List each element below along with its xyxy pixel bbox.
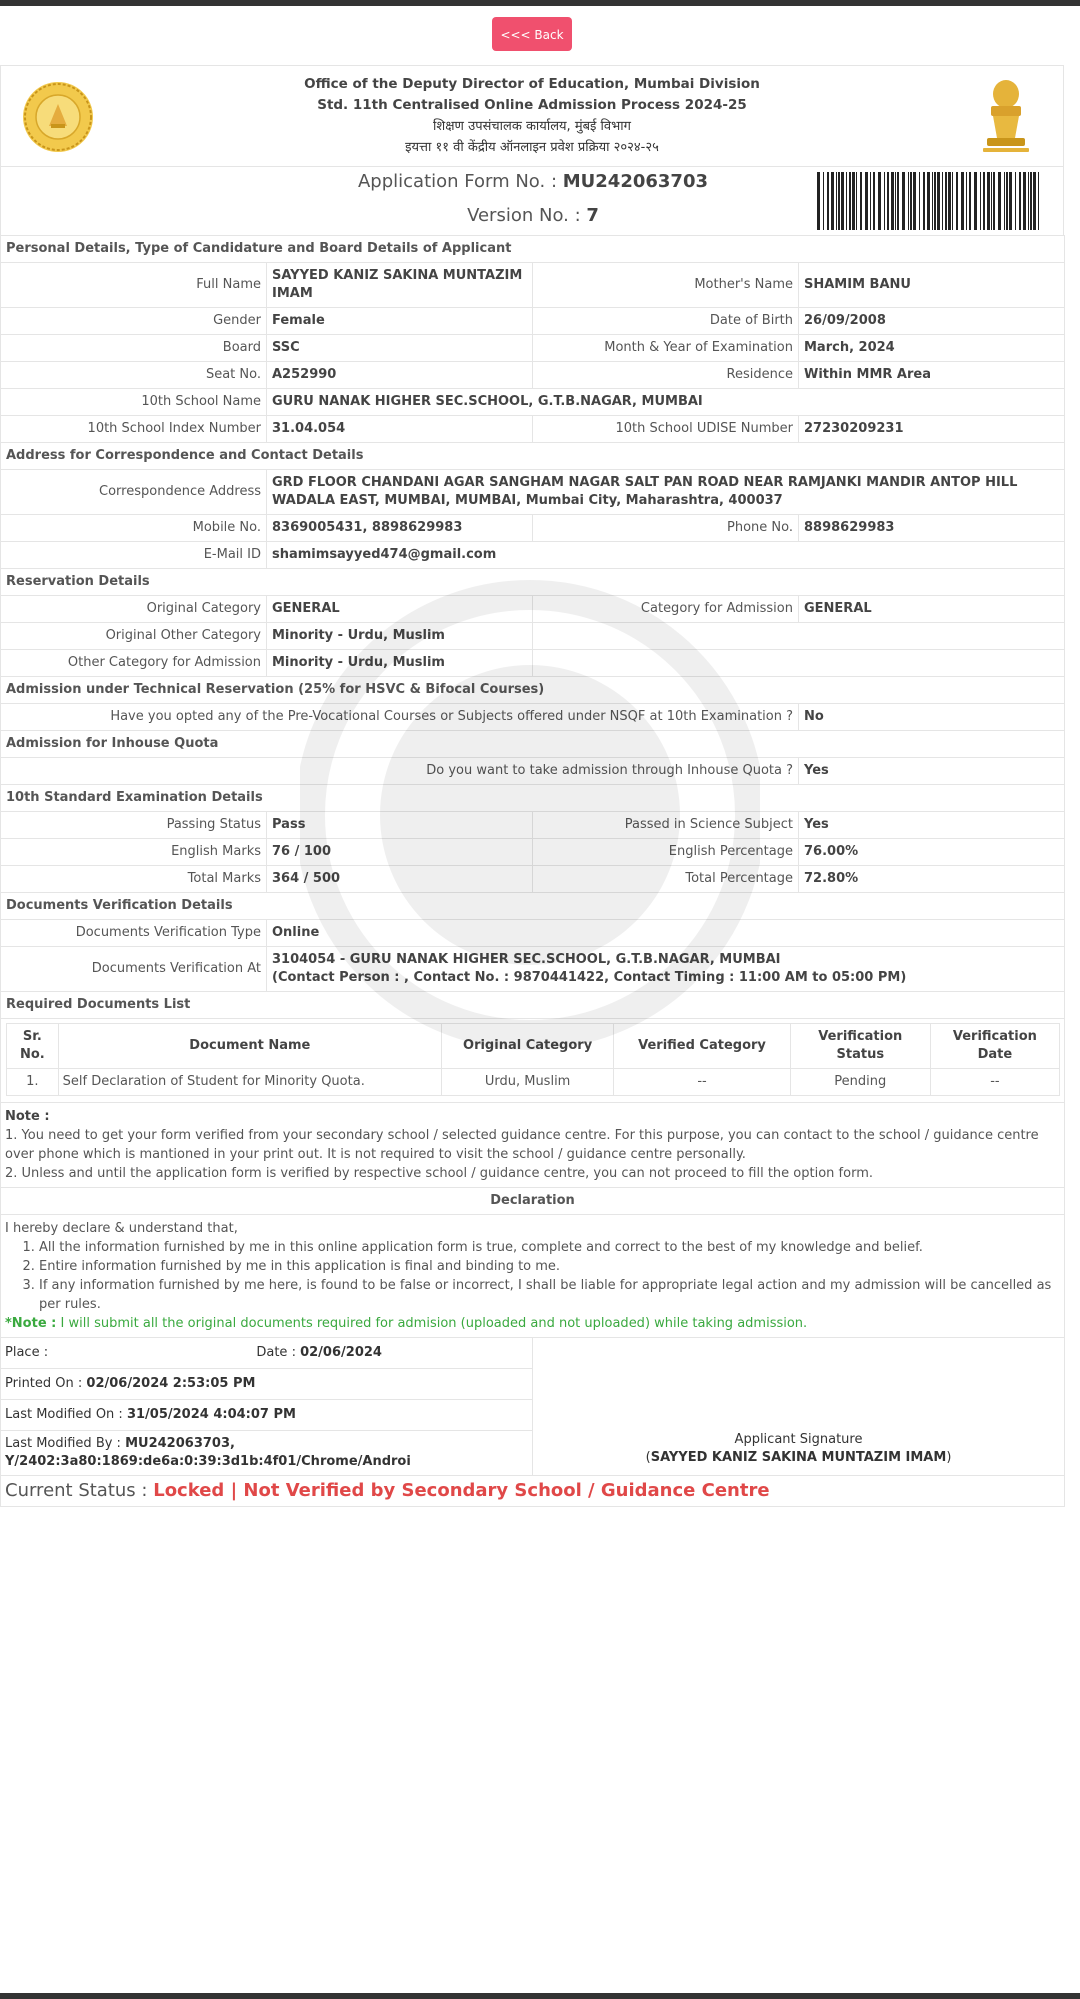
original-other-category-value: Minority - Urdu, Muslim — [267, 623, 533, 650]
seat-value: A252990 — [267, 362, 533, 389]
cell-document-name: Self Declaration of Student for Minority Quota. — [58, 1069, 441, 1096]
declaration-intro: I hereby declare & understand that, — [5, 1221, 238, 1236]
nsqf-question: Have you opted any of the Pre-Vocational Courses or Subjects offered under NSQF at 10th Examination ? — [1, 704, 799, 731]
correspondence-address-value: GRD FLOOR CHANDANI AGAR SANGHAM NAGAR SALT PAN ROAD NEAR RAMJANKI MANDIR ANTOP HILL WADALA EAST, MUMBAI, MUMBAI, Mumbai City, Maharashtra, 400037 — [267, 470, 1065, 515]
mobile-value: 8369005431, 8898629983 — [267, 515, 533, 542]
inhouse-answer: Yes — [799, 758, 1065, 785]
total-marks-value: 364 / 500 — [267, 866, 533, 893]
school-name-value: GURU NANAK HIGHER SEC.SCHOOL, G.T.B.NAGAR, MUMBAI — [267, 389, 1065, 416]
udise-label: 10th School UDISE Number — [533, 416, 799, 443]
last-modified-by-label: Last Modified By : — [5, 1436, 121, 1451]
note-line-1: 1. You need to get your form verified from your secondary school / selected guidance centre. For this purpose, you can contact to the school / guidance centre over phone which is mantioned in your print out. It is not required to visit the school / guidance centre personally. — [5, 1128, 1039, 1162]
original-category-label: Original Category — [1, 596, 267, 623]
school-index-label: 10th School Index Number — [1, 416, 267, 443]
total-marks-label: Total Marks — [1, 866, 267, 893]
udise-value: 27230209231 — [799, 416, 1065, 443]
other-admission-category-label: Other Category for Admission — [1, 650, 267, 677]
application-number-row — [0, 166, 1064, 235]
application-form — [0, 65, 1064, 1507]
full-name-value: SAYYED KANIZ SAKINA MUNTAZIM IMAM — [267, 263, 533, 308]
inhouse-question: Do you want to take admission through Inhouse Quota ? — [1, 758, 799, 785]
verification-at-label: Documents Verification At — [1, 947, 267, 992]
signature-name: (SAYYED KANIZ SAKINA MUNTAZIM IMAM) — [645, 1450, 952, 1465]
version-value: 7 — [586, 205, 599, 226]
national-emblem-logo — [969, 76, 1043, 158]
declaration-item: 2. Entire information furnished by me in this application is final and binding to me. — [39, 1257, 1060, 1276]
cell-verified-category: -- — [614, 1069, 791, 1096]
section-address: Address for Correspondence and Contact Details — [1, 443, 1065, 470]
board-value: SSC — [267, 335, 533, 362]
declaration-title: Declaration — [1, 1188, 1065, 1215]
gender-value: Female — [267, 308, 533, 335]
section-10th-exam: 10th Standard Examination Details — [1, 785, 1065, 812]
cell-verification-status: Pending — [790, 1069, 930, 1096]
col-header-verified-category: Verified Category — [614, 1024, 791, 1069]
total-percentage-label: Total Percentage — [533, 866, 799, 893]
last-modified-cell — [1, 1400, 533, 1431]
english-marks-value: 76 / 100 — [267, 839, 533, 866]
dob-label: Date of Birth — [533, 308, 799, 335]
current-status-cell — [1, 1476, 1065, 1507]
printed-on-value: 02/06/2024 2:53:05 PM — [86, 1376, 256, 1391]
total-percentage-value: 72.80% — [799, 866, 1065, 893]
col-header-verification-status: Verification Status — [790, 1024, 930, 1069]
table-row — [7, 1069, 1060, 1096]
current-status-value: Locked | Not Verified by Secondary School / Guidance Centre — [153, 1480, 770, 1501]
science-label: Passed in Science Subject — [533, 812, 799, 839]
note-title: Note : — [5, 1109, 50, 1124]
last-modified-by-value: MU242063703, — [125, 1436, 235, 1451]
cell-sr-no: 1. — [7, 1069, 59, 1096]
dob-value: 26/09/2008 — [799, 308, 1065, 335]
school-index-value: 31.04.054 — [267, 416, 533, 443]
science-value: Yes — [799, 812, 1065, 839]
declaration-note — [5, 1314, 1060, 1333]
col-header-document-name: Document Name — [58, 1024, 441, 1069]
current-status-label: Current Status : — [5, 1480, 148, 1501]
english-percentage-value: 76.00% — [799, 839, 1065, 866]
mobile-label: Mobile No. — [1, 515, 267, 542]
back-button[interactable]: <<< Back — [492, 17, 572, 51]
admission-category-value: GENERAL — [799, 596, 1065, 623]
english-marks-label: English Marks — [1, 839, 267, 866]
section-required-documents: Required Documents List — [1, 992, 1065, 1019]
correspondence-address-label: Correspondence Address — [1, 470, 267, 515]
printed-on-cell — [1, 1369, 533, 1400]
printed-on-label: Printed On : — [5, 1376, 83, 1391]
admission-category-label: Category for Admission — [533, 596, 799, 623]
verification-contact: (Contact Person : , Contact No. : 9870441422, Contact Timing : 11:00 AM to 05:00 PM) — [272, 970, 907, 985]
declaration-item: 3. If any information furnished by me here, is found to be false or incorrect, I shall be liable for appropriate legal action and my admission will be cancelled as per rules. — [39, 1276, 1060, 1314]
board-label: Board — [1, 335, 267, 362]
last-modified-by-cell — [1, 1431, 533, 1476]
cell-original-category: Urdu, Muslim — [441, 1069, 613, 1096]
version-label: Version No. : — [467, 205, 581, 226]
last-modified-by-device: Y/2402:3a80:1869:de6a:0:39:3d1b:4f01/Chrome/Androi — [5, 1454, 411, 1469]
last-modified-label: Last Modified On : — [5, 1407, 123, 1422]
signature-cell — [533, 1338, 1065, 1476]
phone-label: Phone No. — [533, 515, 799, 542]
verification-at-value — [267, 947, 1065, 992]
declaration-block — [1, 1215, 1065, 1338]
verification-type-label: Documents Verification Type — [1, 920, 267, 947]
declaration-list — [5, 1238, 1060, 1314]
original-other-category-label: Original Other Category — [1, 623, 267, 650]
col-header-verification-date: Verification Date — [930, 1024, 1059, 1069]
email-value: shamimsayyed474@gmail.com — [267, 542, 1065, 569]
date-value: 02/06/2024 — [300, 1345, 382, 1360]
place-label: Place : — [5, 1345, 49, 1360]
empty-cell — [533, 623, 1065, 650]
signature-name-value: SAYYED KANIZ SAKINA MUNTAZIM IMAM — [650, 1450, 947, 1465]
barcode — [817, 172, 1043, 230]
other-admission-category-value: Minority - Urdu, Muslim — [267, 650, 533, 677]
last-modified-value: 31/05/2024 4:04:07 PM — [126, 1407, 296, 1422]
verification-centre: 3104054 - GURU NANAK HIGHER SEC.SCHOOL, G.T.B.NAGAR, MUMBAI — [272, 952, 781, 967]
signature-label: Applicant Signature — [734, 1432, 863, 1447]
header-office: Office of the Deputy Director of Education, Mumbai Division — [304, 76, 760, 92]
section-technical-reservation: Admission under Technical Reservation (25% for HSVC & Bifocal Courses) — [1, 677, 1065, 704]
section-documents-verification: Documents Verification Details — [1, 893, 1065, 920]
english-percentage-label: English Percentage — [533, 839, 799, 866]
seat-label: Seat No. — [1, 362, 267, 389]
declaration-item: 1. All the information furnished by me in this online application form is true, complete and correct to the best of my knowledge and belief. — [39, 1238, 1060, 1257]
section-personal: Personal Details, Type of Candidature and Board Details of Applicant — [1, 236, 1065, 263]
col-header-original-category: Original Category — [441, 1024, 613, 1069]
top-bar — [0, 0, 1080, 6]
residence-value: Within MMR Area — [799, 362, 1065, 389]
note-block — [1, 1103, 1065, 1188]
exam-value: March, 2024 — [799, 335, 1065, 362]
passing-status-label: Passing Status — [1, 812, 267, 839]
bottom-bar — [0, 1993, 1080, 1999]
section-reservation: Reservation Details — [1, 569, 1065, 596]
exam-label: Month & Year of Examination — [533, 335, 799, 362]
col-header-sr-no: Sr. No. — [7, 1024, 59, 1069]
date-label: Date : — [256, 1345, 296, 1360]
declaration-note-label: *Note : — [5, 1316, 57, 1331]
school-name-label: 10th School Name — [1, 389, 267, 416]
cell-verification-date: -- — [930, 1069, 1059, 1096]
passing-status-value: Pass — [267, 812, 533, 839]
mother-name-label: Mother's Name — [533, 263, 799, 308]
nsqf-answer: No — [799, 704, 1065, 731]
section-inhouse-quota: Admission for Inhouse Quota — [1, 731, 1065, 758]
form-no-value: MU242063703 — [562, 171, 708, 192]
header-office-marathi: शिक्षण उपसंचालक कार्यालय, मुंबई विभाग — [433, 119, 631, 134]
gender-label: Gender — [1, 308, 267, 335]
email-label: E-Mail ID — [1, 542, 267, 569]
note-line-2: 2. Unless and until the application form is verified by respective school / guidance centre, you can not proceed to fill the option form. — [5, 1166, 873, 1181]
mother-name-value: SHAMIM BANU — [799, 263, 1065, 308]
details-table — [0, 235, 1065, 1507]
place-date-cell — [1, 1338, 533, 1369]
residence-label: Residence — [533, 362, 799, 389]
required-documents-cell — [1, 1019, 1065, 1103]
header-process-marathi: इयत्ता ११ वी केंद्रीय ऑनलाइन प्रवेश प्रक्रिया २०२४-२५ — [405, 140, 659, 155]
form-no-label: Application Form No. : — [357, 171, 558, 192]
phone-value: 8898629983 — [799, 515, 1065, 542]
form-header — [0, 65, 1064, 166]
full-name-label: Full Name — [1, 263, 267, 308]
header-process: Std. 11th Centralised Online Admission Process 2024-25 — [317, 97, 747, 113]
empty-cell — [533, 650, 1065, 677]
verification-type-value: Online — [267, 920, 1065, 947]
required-documents-table — [6, 1023, 1060, 1096]
original-category-value: GENERAL — [267, 596, 533, 623]
declaration-note-text: I will submit all the original documents required for admision (uploaded and not uploaded) while taking admission. — [60, 1316, 808, 1331]
